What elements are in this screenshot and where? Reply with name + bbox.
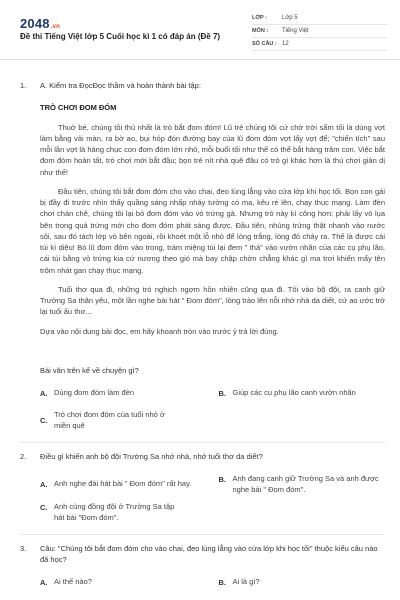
question-3 xyxy=(20,543,385,594)
answer-options xyxy=(40,577,385,593)
exam-content xyxy=(20,80,385,593)
option-letter: C. xyxy=(40,416,48,426)
question-number: 3. xyxy=(20,543,27,553)
meta-key: MÔN : xyxy=(252,27,269,34)
answer-options xyxy=(40,474,385,524)
divider xyxy=(20,534,385,535)
question-1 xyxy=(20,80,385,432)
answer-option-a[interactable] xyxy=(40,577,207,593)
answer-option-c[interactable] xyxy=(40,502,207,524)
meta-value: Tiếng Việt xyxy=(282,27,309,34)
question-text: Điều gì khiến anh bộ đội Trường Sa nhớ nhà, nhớ tuổi thơ da diết? xyxy=(40,451,263,461)
option-letter: C. xyxy=(40,502,48,512)
option-letter: B. xyxy=(218,475,226,484)
answer-option-a[interactable] xyxy=(40,474,207,496)
option-letter: A. xyxy=(40,389,48,398)
page-header xyxy=(0,0,400,60)
meta-key: SỐ CÂU : xyxy=(252,40,277,47)
answer-options xyxy=(40,388,385,432)
option-text: Anh cùng đồng đội ở Trường Sa tập hát bài "Đom đóm". xyxy=(54,501,175,522)
question-number: 1. xyxy=(20,81,27,90)
answer-option-c[interactable] xyxy=(40,410,207,432)
meta-value: 12 xyxy=(282,40,289,47)
meta-row-class xyxy=(252,12,387,25)
meta-value: Lớp 5 xyxy=(282,14,298,21)
answer-option-b[interactable] xyxy=(219,577,386,593)
answer-option-b[interactable] xyxy=(219,474,386,496)
option-letter: A. xyxy=(40,480,48,490)
sub-question-text: Bài văn trên kể về chuyện gì? xyxy=(40,365,139,375)
option-text: Anh nghe đài hát bài " Đom đóm" rất hay. xyxy=(54,479,192,489)
meta-row-count xyxy=(252,38,387,51)
meta-row-subject xyxy=(252,25,387,38)
question-2 xyxy=(20,451,385,524)
document-title: Đề thi Tiếng Việt lớp 5 Cuối học kì 1 có đáp án (Đề 7) xyxy=(20,32,221,41)
reading-paragraph: Thuở bé, chúng tôi thú nhất là trò bắt đom đóm! Lũ trẻ chúng tôi cứ chờ trời sẩm tối là dùng vợt làm bằng vải màn, ra bờ ao, bụi hóp đón đường bay của lũ đom đóm vợt lấy vợt để; "chiến tích" sau mỗi lần vợt là hàng chục con đom đóm lớn nhỏ, mỗi buổi tối như thế có thể bắt hàng trăm con. Việc bắt đom đóm hoàn tất, trò chơi mới bắt đầu; bọn trẻ nít nhà quê đâu có trò gì khác hơn là thú chơi giản dị như thế! xyxy=(40,122,385,177)
reading-title: TRÒ CHƠI ĐOM ĐÓM xyxy=(40,103,117,113)
instruction: Dựa vào nội dung bài đọc, em hãy khoanh tròn vào trước ý trả lời đúng. xyxy=(40,326,279,336)
option-text: Ai là gì? xyxy=(232,577,260,586)
option-text: Dùng đom đóm làm đèn xyxy=(54,388,135,397)
option-letter: B. xyxy=(218,389,226,398)
option-text: Anh đang canh giữ Trường Sa và anh được nghe bài " Đom đóm". xyxy=(232,474,379,494)
option-letter: A. xyxy=(40,578,48,587)
divider xyxy=(20,442,385,443)
option-text: Giúp các cụ phụ lão canh vườn nhãn xyxy=(232,388,356,397)
meta-key: LỚP : xyxy=(252,14,267,21)
option-text: Trò chơi đom đóm của tuổi nhỏ ở miền quê xyxy=(54,410,165,430)
answer-option-a[interactable] xyxy=(40,388,207,404)
reading-paragraph: Tuổi thơ qua đi, những trò nghịch ngợm hồn nhiên cũng qua đi. Tôi vào bộ đội, ra canh giữ Trường Sa thân yêu, một lần nghe bài hát " Đom đóm", lòng trào lên nỗi nhớ nhà da diết, cứ ao ước trở lại tuổi ấu thơ... xyxy=(40,284,385,317)
question-text: Câu: "Chúng tôi bắt đom đóm cho vào chai, đeo lủng lẳng vào cửa lớp khi học tối" thuộc kiểu câu nào đã học? xyxy=(40,543,378,564)
logo-main: 2048 xyxy=(20,16,50,31)
option-letter: B. xyxy=(218,578,226,587)
document-meta xyxy=(252,12,387,51)
reading-paragraph: Đầu tiên, chúng tôi bắt đom đóm cho vào chai, đeo lủng lẳng vào cửa lớp khi học tối. Bọn con gái bị đầy đi trước nhìn thấy quầng sáng nhấp nháy tưởng có ma, kêu ré lên, chạy thục mạng. Làm đèn chơi chán chê, chúng tôi lại bỏ đom đóm vào vỏ trứng gà. Nhưng trò này kì công hơn: phải lấy vỏ lụa bên trong quả trứng mới cho đom đóm phát sáng được. Đầu tiên, nhúng trứng thật nhanh vào nước sôi, sau đó tách lớp vỏ bên ngoài, rồi khoét một lỗ nhỏ để lòng trắng, lòng đỏ chảy ra. Thế là được cái túi kì diệu! Bỏ lũ đom đóm vào trong, trám miệng túi lại đem " thả" vào vườn nhãn của các cụ phụ lão, cái túi bằng vỏ trứng kia cứ nương theo gió mà bay chập chờn chẳng khác gì ma trơi khiến mấy tên trộm nhát gan chạy thục mạng. xyxy=(40,186,385,275)
answer-option-b[interactable] xyxy=(219,388,386,404)
question-intro: A. Kiểm tra ĐọcĐọc thầm và hoàn thành bài tập: xyxy=(40,81,201,90)
logo-suffix: .vn xyxy=(50,24,61,30)
question-number: 2. xyxy=(20,451,27,461)
option-text: Ai thế nào? xyxy=(54,577,92,586)
